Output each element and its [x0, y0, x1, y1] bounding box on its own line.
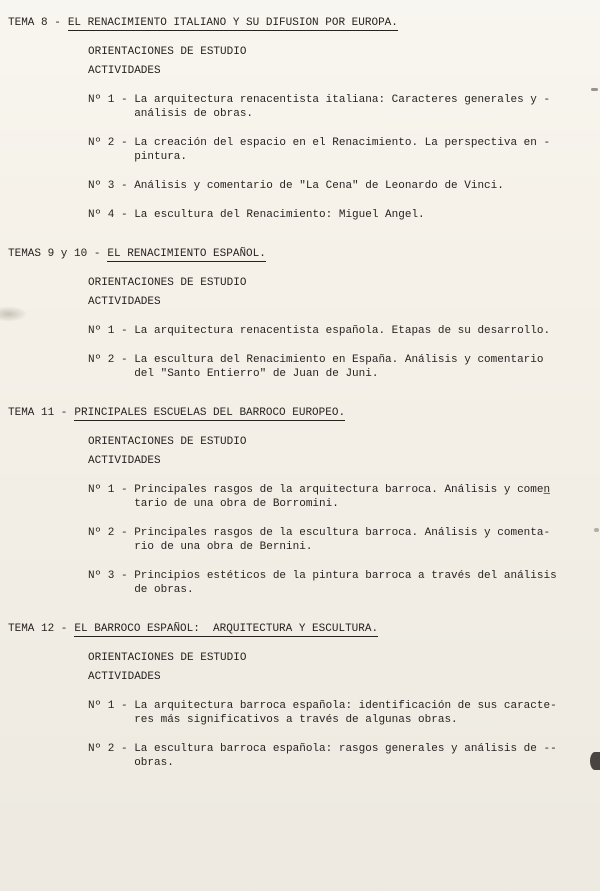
section-body	[88, 651, 596, 770]
activity-text	[134, 353, 596, 381]
actividades-label: ACTIVIDADES	[88, 671, 161, 683]
orientaciones-label: ORIENTACIONES DE ESTUDIO	[88, 277, 247, 289]
activity-item	[88, 324, 596, 338]
tema-title: EL RENACIMIENTO ITALIANO Y SU DIFUSION POR EUROPA.	[67, 17, 398, 29]
activity-text	[134, 179, 596, 193]
section-temas-9-10	[8, 247, 596, 381]
activity-number: Nº 3 -	[88, 570, 128, 582]
activity-text	[134, 136, 596, 164]
activity-item	[88, 699, 596, 727]
tema-number: TEMAS 9 y 10 -	[8, 248, 101, 260]
section-body	[88, 276, 596, 381]
activity-line: Principios estéticos de la pintura barroca a través del análisis	[134, 570, 557, 582]
tema-heading	[8, 406, 596, 420]
activity-item	[88, 569, 596, 597]
activity-item	[88, 179, 596, 193]
activity-line: análisis de obras.	[134, 108, 254, 120]
activity-item	[88, 208, 596, 222]
activity-number: Nº 1 -	[88, 484, 128, 496]
tema-number: TEMA 8 -	[8, 17, 61, 29]
tema-heading	[8, 16, 596, 30]
actividades-label: ACTIVIDADES	[88, 296, 161, 308]
activity-text	[134, 526, 596, 554]
tema-heading	[8, 622, 596, 636]
tema-number: TEMA 12 -	[8, 623, 68, 635]
activities-list	[88, 483, 596, 597]
activities-list	[88, 324, 596, 381]
activities-list	[88, 699, 596, 770]
activity-number: Nº 1 -	[88, 325, 128, 337]
activity-line: obras.	[134, 757, 174, 769]
activity-line: La arquitectura renacentista española. Etapas de su desarrollo.	[134, 325, 551, 337]
activity-number: Nº 2 -	[88, 527, 128, 539]
activity-line: res más significativos a través de algunas obras.	[134, 714, 458, 726]
tema-title: EL BARROCO ESPAÑOL: ARQUITECTURA Y ESCULTURA.	[74, 623, 379, 635]
activity-line: La escultura barroca española: rasgos generales y análisis de --	[134, 743, 557, 755]
activity-line: La arquitectura barroca española: identificación de sus caracte-	[134, 700, 557, 712]
activity-number: Nº 2 -	[88, 743, 128, 755]
activity-line: Principales rasgos de la escultura barroca. Análisis y comenta-	[134, 527, 551, 539]
activity-item	[88, 526, 596, 554]
activity-line: tario de una obra de Borromini.	[134, 498, 339, 510]
activity-line: La escultura del Renacimiento: Miguel Angel.	[134, 209, 425, 221]
actividades-label: ACTIVIDADES	[88, 455, 161, 467]
activity-line: La escultura del Renacimiento en España. Análisis y comentario	[134, 354, 544, 366]
activity-line: de obras.	[134, 584, 194, 596]
tema-title: EL RENACIMIENTO ESPAÑOL.	[107, 248, 266, 260]
section-tema-11	[8, 406, 596, 597]
activity-line: La creación del espacio en el Renacimiento. La perspectiva en -	[134, 137, 551, 149]
tema-heading	[8, 247, 596, 261]
orientaciones-label: ORIENTACIONES DE ESTUDIO	[88, 652, 247, 664]
activity-number: Nº 1 -	[88, 94, 128, 106]
activity-line: Análisis y comentario de "La Cena" de Leonardo de Vinci.	[134, 180, 504, 192]
activity-line: del "Santo Entierro" de Juan de Juni.	[134, 368, 379, 380]
tema-title: PRINCIPALES ESCUELAS DEL BARROCO EUROPEO.	[74, 407, 346, 419]
activity-text	[134, 699, 596, 727]
activity-number: Nº 3 -	[88, 180, 128, 192]
actividades-label: ACTIVIDADES	[88, 65, 161, 77]
activity-number: Nº 1 -	[88, 700, 128, 712]
activity-text	[134, 93, 596, 121]
orientaciones-label: ORIENTACIONES DE ESTUDIO	[88, 436, 247, 448]
activity-line: Principales rasgos de la arquitectura barroca. Análisis y comen̲	[134, 484, 551, 496]
activity-text	[134, 742, 596, 770]
orientaciones-label: ORIENTACIONES DE ESTUDIO	[88, 46, 247, 58]
activity-item	[88, 93, 596, 121]
activity-text	[134, 569, 596, 597]
tema-number: TEMA 11 -	[8, 407, 68, 419]
activity-item	[88, 353, 596, 381]
activities-list	[88, 93, 596, 222]
activity-line: pintura.	[134, 151, 188, 163]
section-tema-8	[8, 16, 596, 222]
activity-number: Nº 2 -	[88, 354, 128, 366]
activity-item	[88, 483, 596, 511]
section-body	[88, 435, 596, 597]
activity-number: Nº 4 -	[88, 209, 128, 221]
activity-text	[134, 483, 596, 511]
activity-item	[88, 742, 596, 770]
activity-line: La arquitectura renacentista italiana: Caracteres generales y -	[134, 94, 551, 106]
activity-line: rio de una obra de Bernini.	[134, 541, 313, 553]
activity-item	[88, 136, 596, 164]
activity-number: Nº 2 -	[88, 137, 128, 149]
section-body	[88, 45, 596, 222]
activity-text	[134, 324, 596, 338]
section-tema-12	[8, 622, 596, 770]
activity-text	[134, 208, 596, 222]
